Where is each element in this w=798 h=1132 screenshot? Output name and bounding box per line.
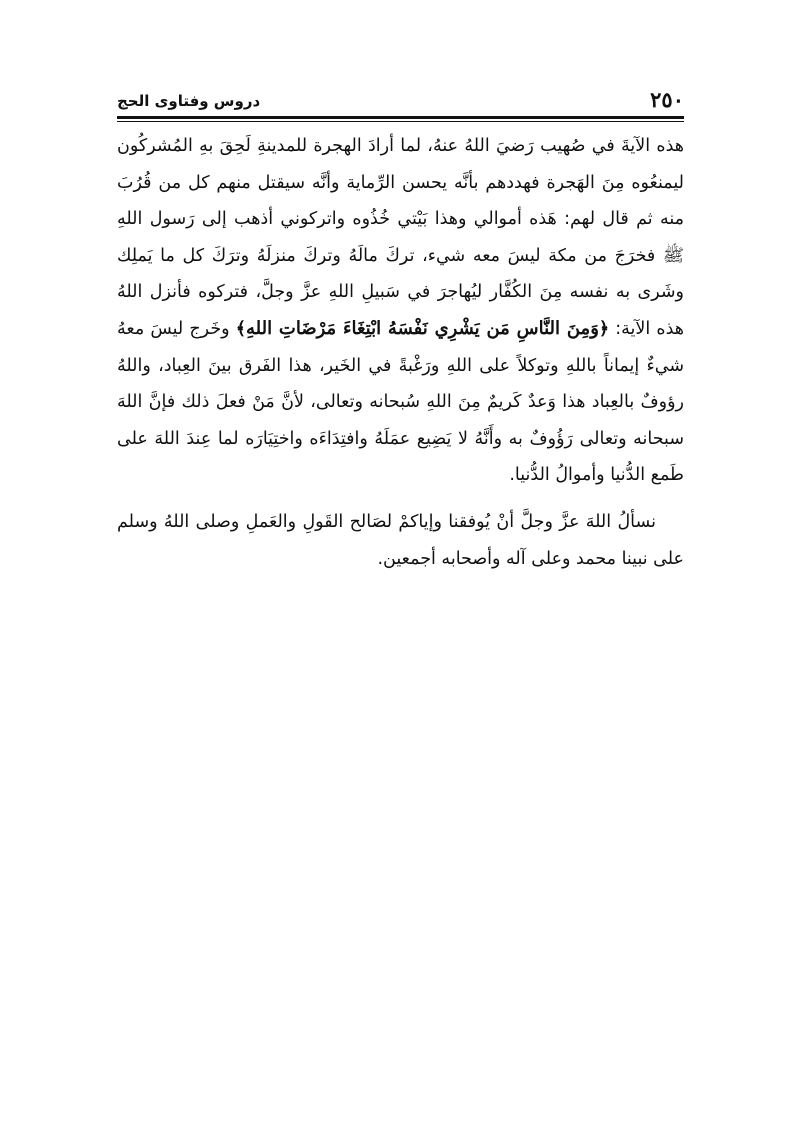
page-header bbox=[117, 88, 684, 114]
header-rule-thin bbox=[117, 121, 684, 122]
body-text bbox=[117, 128, 684, 577]
paragraph-2: نسألُ اللهَ عزَّ وجلَّ أنْ يُوفقنا وإياكمْ لصَالح القَولِ والعَملِ وصلى اللهُ وسلم على نبينا محمد وعلى آله وأصحابه أجمعين. bbox=[117, 511, 684, 569]
paragraph-1-before-quran: هذه الآيةَ في صُهيب رَضيَ اللهُ عنهُ، لما أرادَ الهجرة للمدينةِ لَحِقَ بهِ المُشركُون ليمنعُوه مِنَ الهَجرة فهددهم بأنَّه يحسن الرِّماية وأنَّه سيقتل منهم كل من قُرُبَ منه ثم قال لهم: هَذه أموالي وهذا بَيْتي خُذُوه واتركوني أذهب إلى رَسول اللهِ ﷺ فخرَجَ من مكة ليسَ معه شيء، تركَ مالَهُ وتركَ منزلَهُ وترَكَ كل ما يَملِك وشَرى به نفسه مِنَ الكُفَّار ليُهاجرَ في سَبيلِ اللهِ عزَّ وجلَّ، فتركوه فأنزل اللهُ هذه الآية: bbox=[117, 136, 684, 339]
quran-close-bracket: ﴾ bbox=[235, 318, 246, 339]
paragraph-1 bbox=[117, 128, 684, 494]
paragraph-1-after-quran: وخَرج ليسَ معهُ شيءٌ إيماناً باللهِ وتوكلاً على اللهِ ورَغْبةً في الخَير، هذا الفَرق بينَ العِباد، واللهُ رؤوفٌ بالعِباد هذا وَعدٌ كَريمٌ مِنَ اللهِ سُبحانه وتعالى، لأنَّ مَنْ فعلَ ذلك فإنَّ اللهَ سبحانه وتعالى رَؤُوفٌ به وأَنَّهُ لا يَضِيع عمَلَهُ وافتِدَاءَه واختِيَارَه لما عِندَ اللهَ على طَمع الدُّنيا وأموالُ الدُّنيا. bbox=[117, 318, 684, 486]
quran-verse: وَمِنَ النَّاسِ مَن يَشْرِي نَفْسَهُ ابْتِغَاءَ مَرْضَاتِ اللهِ bbox=[245, 317, 599, 339]
page-number: ٢٥٠ bbox=[650, 87, 684, 112]
header-rule-thick bbox=[117, 116, 684, 119]
running-title: دروس وفتاوى الحج bbox=[117, 92, 261, 110]
quran-open-bracket: ﴿ bbox=[598, 318, 610, 339]
